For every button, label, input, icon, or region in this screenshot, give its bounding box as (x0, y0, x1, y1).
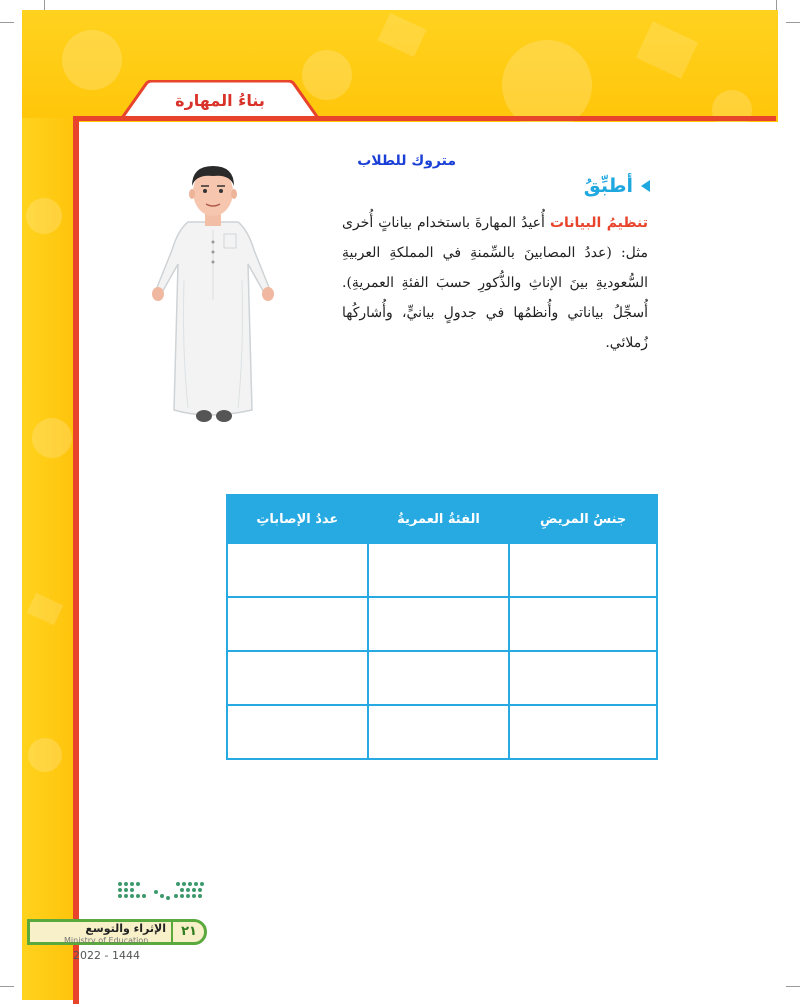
table-header-cell: جنسُ المريضِ (509, 495, 657, 543)
frame-left-line (73, 116, 79, 1004)
section-tab-label: بناءُ المهارة (175, 91, 265, 110)
decor-circle (26, 198, 62, 234)
table-cell[interactable] (227, 543, 368, 597)
ministry-label: Ministry of Education (64, 936, 149, 945)
table-row (227, 651, 657, 705)
instruction-paragraph (342, 208, 648, 358)
frame-top-line (78, 116, 776, 121)
crop-mark (786, 986, 800, 987)
teacher-note: متروك للطلاب (357, 153, 456, 169)
table-header-cell: الفئةُ العمريةُ (368, 495, 510, 543)
book-title: الإثراء والتوسع (85, 922, 166, 935)
student-illustration (148, 160, 278, 432)
table-cell[interactable] (227, 651, 368, 705)
crop-mark (0, 986, 14, 987)
decor-circle (502, 40, 592, 122)
decor-circle (62, 30, 122, 90)
decor-shape (378, 13, 427, 57)
table-cell[interactable] (368, 597, 510, 651)
decor-shape (636, 21, 698, 78)
data-table (226, 494, 658, 760)
table-row (227, 543, 657, 597)
section-heading-text: أطبِّقُ (583, 175, 633, 197)
table-row (227, 705, 657, 759)
table-cell[interactable] (368, 543, 510, 597)
side-banner (22, 118, 78, 1000)
table-cell[interactable] (509, 543, 657, 597)
table-header-row (227, 495, 657, 543)
table-cell[interactable] (509, 651, 657, 705)
page-number: ٢١ (171, 922, 205, 942)
table-cell[interactable] (509, 597, 657, 651)
table-cell[interactable] (509, 705, 657, 759)
table-cell[interactable] (227, 597, 368, 651)
table-cell[interactable] (227, 705, 368, 759)
decor-circle (28, 738, 62, 772)
crop-mark (0, 22, 14, 23)
decor-circle (32, 418, 72, 458)
triangle-bullet-icon (641, 180, 650, 192)
ministry-logo-icon (116, 880, 204, 906)
crop-mark (786, 22, 800, 23)
table-cell[interactable] (368, 705, 510, 759)
keyword-label: تنظيمُ البيانات (549, 215, 648, 231)
edition-year: 2022 - 1444 (73, 949, 140, 962)
table-cell[interactable] (368, 651, 510, 705)
table-row (227, 597, 657, 651)
paragraph-text: أُعيدُ المهارةَ باستخدام بياناتٍ أُخرى مثل: (عددُ المصابينَ بالسِّمنةِ في المملكةِ العربيةِ السُّعوديةِ بينَ الإناثِ والذُّكورِ حسبَ الفئةِ العمريةِ). أُسجِّلُ بياناتي وأُنظمُها في جدولٍ بيانيٍّ، وأُشاركُها زُملائي. (342, 215, 648, 351)
section-heading (584, 175, 650, 197)
decor-shape (27, 593, 63, 626)
table-header-cell: عددُ الإصاباتِ (227, 495, 368, 543)
